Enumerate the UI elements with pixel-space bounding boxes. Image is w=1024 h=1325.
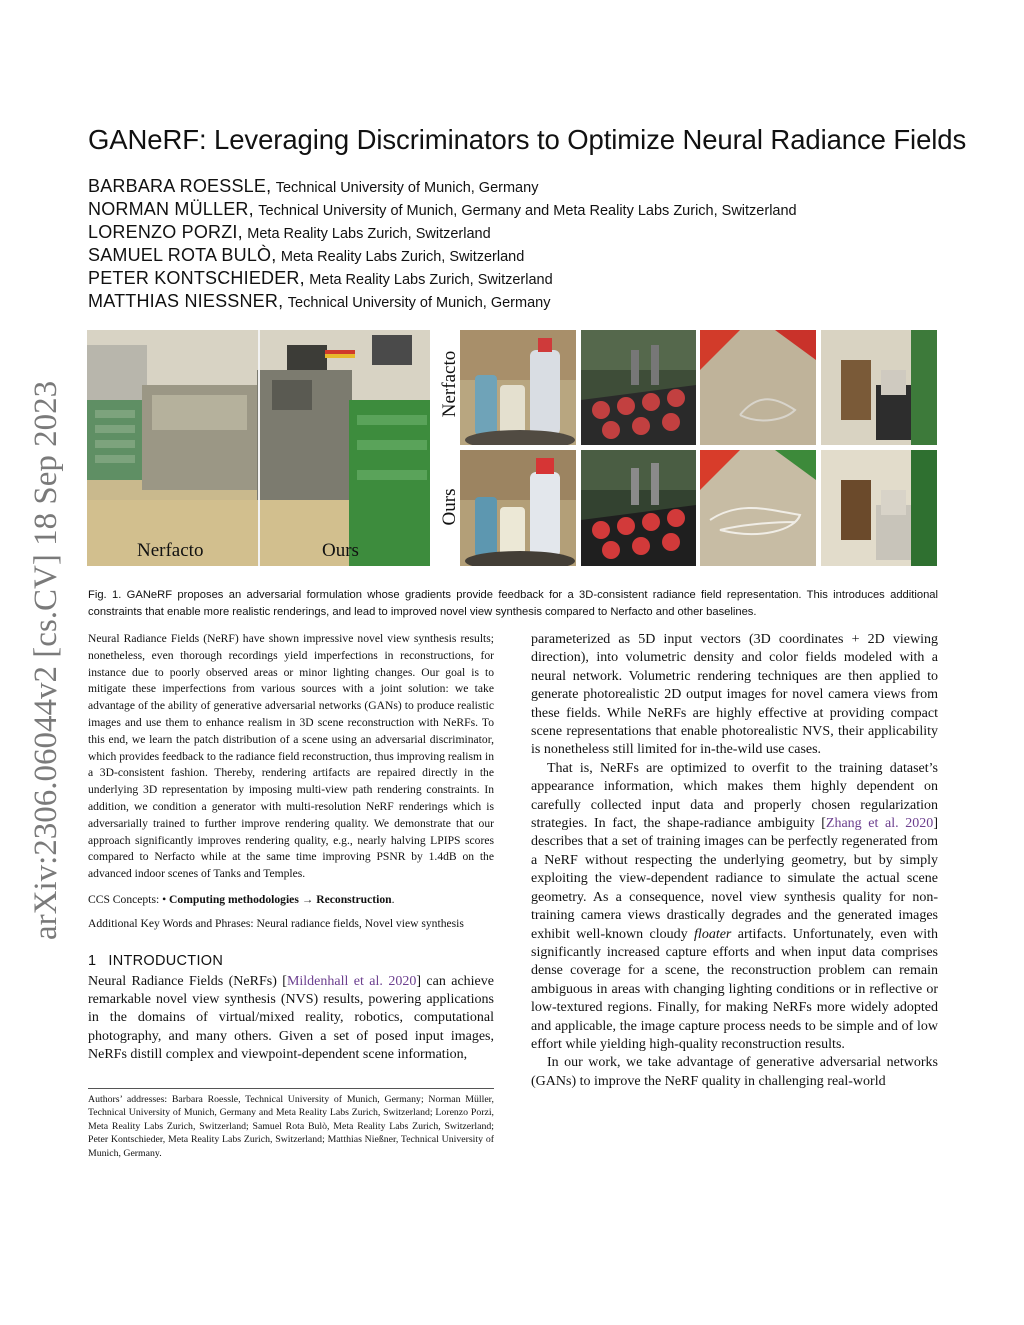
author-name: BARBARA ROESSLE, (88, 176, 272, 196)
thumb-brush-nerfacto (821, 330, 937, 445)
author-name: PETER KONTSCHIEDER, (88, 268, 305, 288)
intro-paragraph-1-continued: parameterized as 5D input vectors (3D coordinates + 2D viewing direction), into volumetric density and color fields modeled with a neural network. Volumetric rendering techniques are then applied to generate photorealistic 2D output images for novel camera views from these fields. While NeRFs are highly effective at providing compact scene representations that enable photorealistic NVS, their applicability is nonetheless still limited for in-the-wild use cases. (531, 632, 938, 758)
author-line (88, 199, 797, 220)
author-affiliation: Technical University of Munich, Germany (287, 295, 551, 311)
intro-paragraph-1 (88, 973, 494, 1065)
author-line (88, 222, 491, 243)
paper-title: GANeRF: Leveraging Discriminators to Optimize Neural Radiance Fields (88, 124, 967, 155)
author-line (88, 291, 550, 312)
author-affiliation: Meta Reality Labs Zurich, Switzerland (280, 249, 525, 265)
figure-caption: Fig. 1. GANeRF proposes an adversarial formulation whose gradients provide feedback for a 3D-consistent radiance field representation. This introduces additional constraints that enable more realistic renderings, and lead to improved novel view synthesis compared to Nerfacto and other baselines. (88, 589, 938, 618)
ccs-suffix: . (391, 892, 395, 906)
arxiv-stamp-text: arXiv:2306.06044v2 [cs.CV] 18 Sep 2023 (28, 380, 64, 940)
thumb-cable-nerfacto (700, 330, 816, 445)
text-run: Neural Radiance Fields (NeRFs) [ (88, 973, 287, 989)
ccs-concepts (88, 892, 494, 909)
arxiv-stamp (18, 330, 70, 970)
right-column (531, 631, 938, 1091)
thumb-bottles-nerfacto (460, 330, 576, 445)
ccs-prefix: CCS Concepts: • (88, 892, 170, 906)
citation-link[interactable]: Zhang et al. 2020 (825, 816, 934, 832)
author-name: NORMAN MÜLLER, (88, 199, 254, 219)
label-ours: Ours (322, 540, 359, 561)
text-run: ] describes that a set of training images can be perfectly regenerated from a NeRF without respecting the underlying geometry, but by simply exploiting the view-dependent radiance to simulate the actual scene geometry. As a consequence, novel view synthesis quality for non-training camera views drastically degrades and the generated images exhibit well-known cloudy (531, 816, 938, 942)
emphasis: floater (694, 926, 732, 942)
workshop-comparison-image (87, 330, 430, 566)
row-label-nerfacto: Nerfacto (439, 350, 460, 418)
author-addresses-footnote: Authors’ addresses: Barbara Roessle, Technical University of Munich, Germany; Norman Müller, Technical University of Munich, Germany and Meta Reality Labs Zurich, Switzerland; Lorenzo Porzi, Meta Reality Labs Zurich, Switzerland; Samuel Rota Bulò, Meta Reality Labs Zurich, Switzerland; Peter Kontschieder, Meta Reality Labs Zurich, Switzerland; Matthias Nießner, Technical University of Munich, Germany. (88, 1088, 494, 1160)
author-line (88, 268, 553, 289)
author-affiliation: Meta Reality Labs Zurich, Switzerland (309, 272, 553, 288)
author-affiliation: Technical University of Munich, Germany (275, 180, 539, 196)
text-run: artifacts. Unfortunately, even with significantly increased capture efforts and when input data comprises dense coverage for a scene, the reconstruction problem can remain ambiguous in areas with changing lighting conditions or in reflective or low-textured regions. Finally, for making NeRFs more widely adopted and applicable, the image capture process needs to be simple and of low effort while yielding high-quality reconstruction results. (531, 926, 938, 1052)
author-line (88, 176, 538, 197)
thumb-tools-nerfacto (581, 330, 696, 445)
author-affiliation: Meta Reality Labs Zurich, Switzerland (247, 226, 491, 242)
text-run: ] can achieve remarkable novel view synthesis (NVS) results, powering applications in the domains of virtual/mixed reality, robotics, computational photography, and many others. Given a set of posed input images, NeRFs distill complex and viewpoint-dependent scene information, (88, 973, 494, 1063)
abstract: Neural Radiance Fields (NeRF) have shown impressive novel view synthesis results; nonetheless, even thorough recordings yield imperfections in reconstructions, for instance due to poorly observed areas or minor lighting changes. Our goal is to mitigate these imperfections from various sources with a joint solution: we take advantage of the ability of generative adversarial networks (GANs) to produce realistic images and use them to enhance realism in 3D scene reconstruction with NeRFs. To this end, we learn the patch distribution of a scene using an adversarial discriminator, which provides feedback to the radiance field reconstruction, thus improving realism in a 3D-consistent fashion. Thereby, rendering artifacts are repaired directly in the underlying 3D representation by imposing multi-view path rendering constraints. In addition, we condition a generator with multi-resolution NeRF renderings which is adversarially trained to further improve rendering quality. We demonstrate that our approach significantly improves rendering quality, e.g., nearly halving LPIPS scores compared to Nerfacto while at the same time improving PSNR by 1.4dB on the advanced indoor scenes of Tanks and Temples. (88, 632, 494, 881)
author-name: MATTHIAS NIESSNER, (88, 291, 284, 311)
keywords: Additional Key Words and Phrases: Neural radiance fields, Novel view synthesis (88, 916, 464, 930)
author-line (88, 245, 524, 266)
thumb-cable-ours (700, 450, 816, 566)
intro-paragraph-2 (531, 760, 938, 1055)
thumb-tools-ours (581, 450, 696, 566)
author-affiliation: Technical University of Munich, Germany and Meta Reality Labs Zurich, Switzerland (258, 203, 797, 219)
section-heading (88, 953, 494, 969)
intro-paragraph-3: In our work, we take advantage of generative adversarial networks (GANs) to improve the NeRF quality in challenging real-world (531, 1055, 938, 1089)
thumb-brush-ours (821, 450, 937, 566)
ccs-concept: Computing methodologies → Reconstruction (169, 892, 392, 906)
text-run: That is, NeRFs are optimized to overfit to the training dataset’s appearance information, which makes them highly dependent on carefully collected input data and properly chosen regularization strategies. In fact, the shape-radiance ambiguity [ (531, 760, 938, 832)
left-column (88, 631, 494, 1065)
row-label-ours: Ours (439, 488, 460, 526)
section-number: 1 (88, 952, 97, 969)
author-name: SAMUEL ROTA BULÒ, (88, 245, 277, 265)
section-title: INTRODUCTION (108, 952, 224, 969)
citation-link[interactable]: Mildenhall et al. 2020 (286, 973, 417, 989)
author-name: LORENZO PORZI, (88, 222, 243, 242)
label-nerfacto: Nerfacto (137, 540, 204, 561)
thumb-bottles-ours (460, 450, 576, 566)
